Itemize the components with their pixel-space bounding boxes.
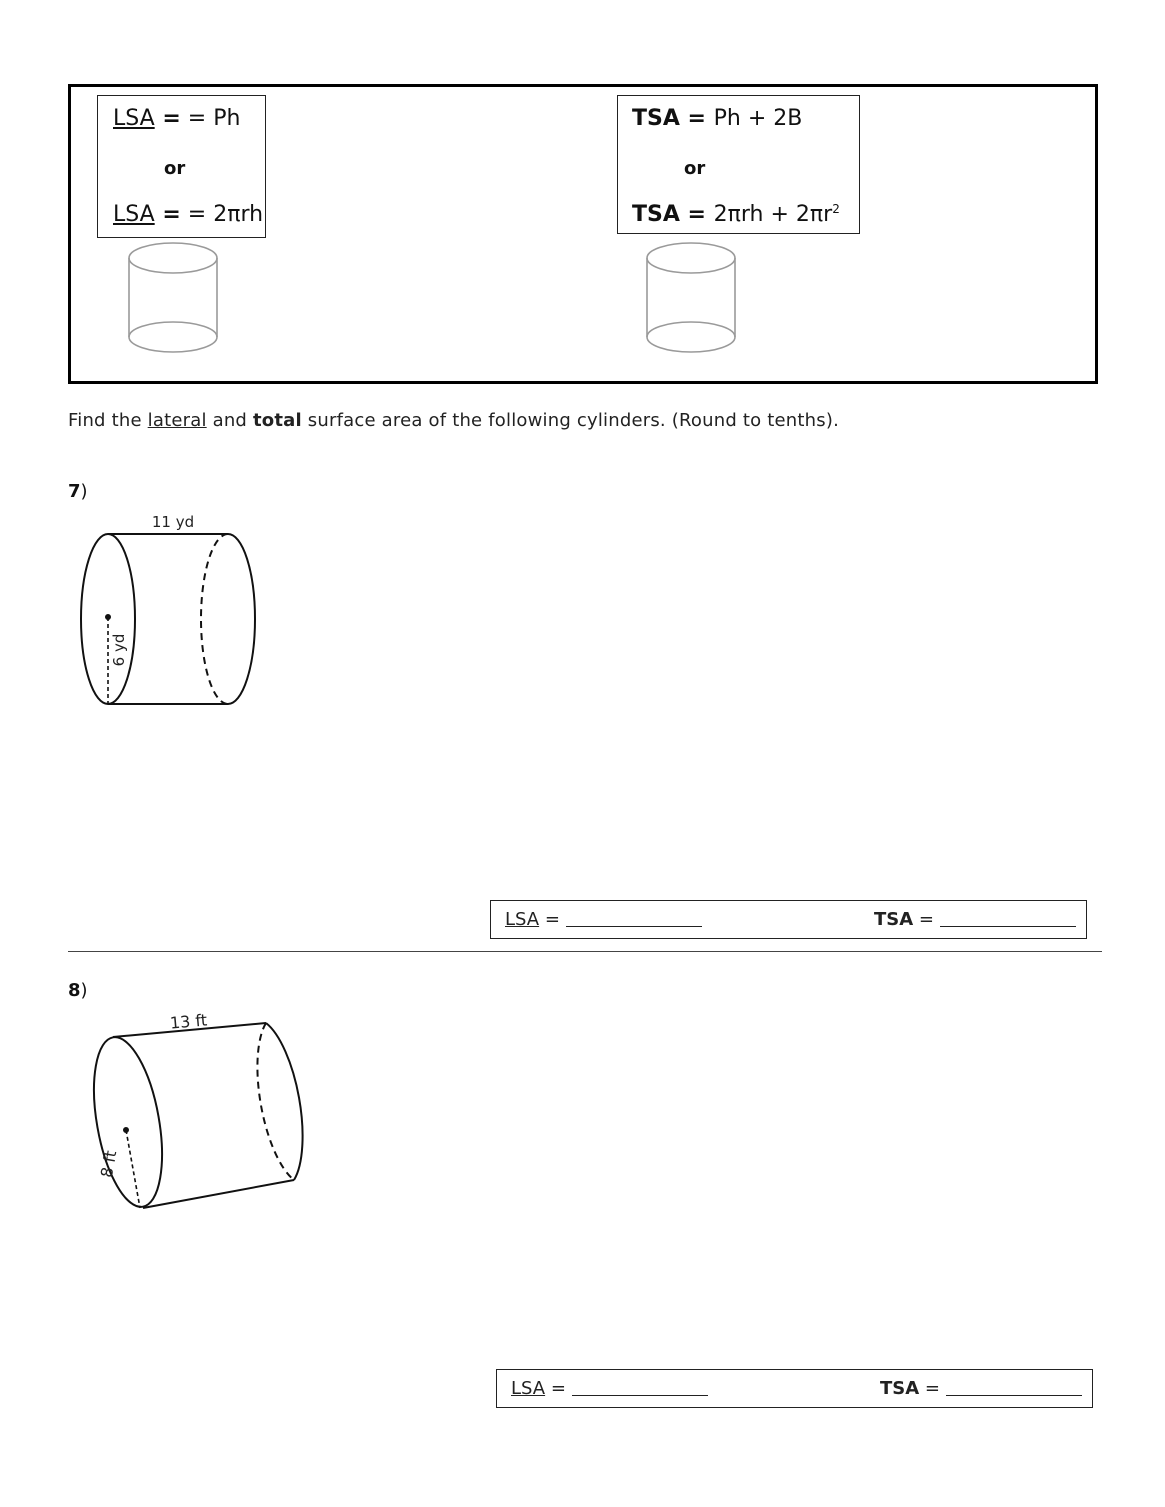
instructions-lateral: lateral — [147, 410, 207, 431]
lsa-answer — [505, 909, 702, 930]
tsa-equals: = — [679, 202, 714, 227]
tsa-exponent: 2 — [832, 202, 840, 216]
instructions-part-3: surface area of the following cylinders. (Round to tenths). — [301, 410, 839, 431]
lsa-answer-label: LSA — [505, 909, 540, 930]
problem-number: 7 — [68, 481, 81, 502]
lsa-cylinder-figure — [120, 236, 230, 362]
problem-8-cylinder-figure — [80, 1005, 330, 1225]
instructions-part-2: and — [206, 410, 253, 431]
tsa-answer-blank[interactable] — [940, 910, 1076, 927]
lsa-formula-1-rest: = Ph — [180, 106, 241, 131]
lsa-label: LSA — [113, 202, 155, 227]
lsa-label: LSA — [113, 106, 155, 131]
section-divider — [68, 951, 1102, 952]
radius-label: 6 yd — [110, 633, 128, 667]
tsa-formula-2-rest: 2πrh + 2πr — [713, 202, 833, 227]
problem-7-cylinder-figure — [70, 505, 270, 715]
tsa-answer-blank[interactable] — [946, 1379, 1082, 1396]
lsa-answer-label: LSA — [511, 1378, 546, 1399]
equals-sign: = — [539, 909, 560, 930]
equals-sign: = — [913, 909, 934, 930]
instructions-text — [68, 410, 839, 431]
problem-paren: ) — [80, 481, 88, 502]
center-point — [105, 614, 111, 620]
tsa-answer-label: TSA — [874, 909, 914, 930]
tsa-formula-box — [617, 95, 860, 234]
tsa-equals: = — [679, 106, 714, 131]
tsa-formula-1-rest: Ph + 2B — [713, 106, 803, 131]
lsa-formula-box — [97, 95, 266, 238]
problem-8-answer-box — [496, 1369, 1093, 1408]
lsa-formula-line-1: LSA = = Ph — [113, 106, 241, 131]
lsa-or-label: or — [164, 158, 186, 179]
tsa-or-label: or — [684, 158, 706, 179]
tsa-formula-line-1 — [632, 106, 802, 131]
lsa-answer — [511, 1378, 708, 1399]
lsa-formula-line-2: LSA = = 2πrh — [113, 202, 264, 227]
problem-7-number — [68, 481, 88, 502]
tsa-label: TSA — [632, 202, 680, 227]
tsa-cylinder-figure — [638, 236, 748, 362]
instructions-part-1: Find the — [68, 410, 148, 431]
tsa-answer — [880, 1378, 1082, 1399]
equals-sign: = — [919, 1378, 940, 1399]
length-label: 11 yd — [151, 513, 195, 531]
tsa-answer-label: TSA — [880, 1378, 920, 1399]
tsa-answer — [874, 909, 1076, 930]
tsa-label: TSA — [632, 106, 680, 131]
instructions-total: total — [252, 410, 302, 431]
lsa-formula-2-rest: = 2πrh — [180, 202, 264, 227]
lsa-answer-blank[interactable] — [572, 1379, 708, 1396]
center-point — [123, 1127, 129, 1133]
equals-sign: = — [545, 1378, 566, 1399]
problem-8-number — [68, 980, 88, 1001]
problem-number: 8 — [68, 980, 81, 1001]
lsa-answer-blank[interactable] — [566, 910, 702, 927]
problem-paren: ) — [80, 980, 88, 1001]
tsa-formula-line-2 — [632, 202, 840, 227]
length-label: 13 ft — [169, 1010, 208, 1033]
problem-7-answer-box — [490, 900, 1087, 939]
radius-label: 8 ft — [96, 1149, 121, 1179]
